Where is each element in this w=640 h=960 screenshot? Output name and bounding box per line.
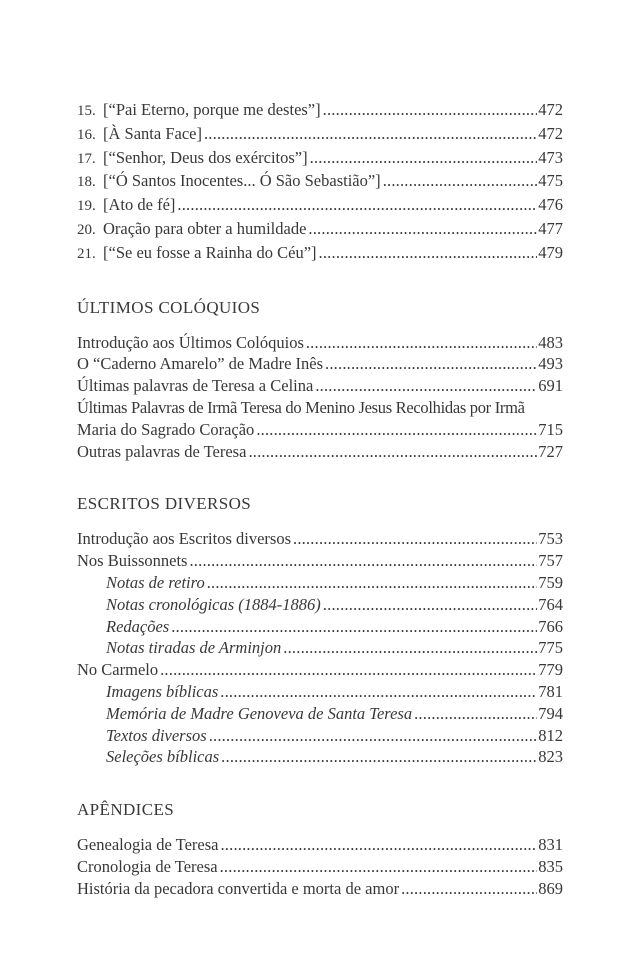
toc-entry-page: 479 xyxy=(538,242,563,262)
toc-entry-label: Outras palavras de Teresa xyxy=(77,441,247,461)
toc-entry xyxy=(77,616,563,638)
toc-entry-label: [“Pai Eterno, porque me destes”] xyxy=(103,100,321,119)
section-heading: ÚLTIMOS COLÓQUIOS xyxy=(77,297,261,317)
toc-entry-label: Cronologia de Teresa xyxy=(77,856,218,876)
toc-entry-page: 477 xyxy=(538,218,563,238)
section-entries-list xyxy=(77,332,563,463)
toc-entry xyxy=(77,550,563,572)
toc-entry xyxy=(77,746,563,768)
dot-leader xyxy=(321,99,538,121)
dot-leader xyxy=(281,637,537,659)
toc-entry-page: 472 xyxy=(538,123,563,143)
toc-entry-page: 812 xyxy=(538,725,563,745)
toc-entry xyxy=(77,681,563,703)
toc-entry-label: Redações xyxy=(106,616,170,636)
section-entries-list xyxy=(77,834,563,899)
table-of-contents xyxy=(77,99,563,900)
toc-entry-label: No Carmelo xyxy=(77,660,159,680)
dot-leader xyxy=(187,550,537,572)
toc-entry-label: Notas de retiro xyxy=(106,572,205,592)
toc-entry-number: 21. xyxy=(77,245,96,262)
toc-entry-label: Textos diversos xyxy=(106,725,207,745)
dot-leader xyxy=(246,441,537,463)
toc-entry-number: 18. xyxy=(77,174,96,191)
toc-entry-page: 764 xyxy=(538,594,563,614)
toc-entry xyxy=(77,419,563,441)
dot-leader xyxy=(207,725,538,747)
toc-entry-number: 17. xyxy=(77,150,96,167)
dot-leader xyxy=(219,746,537,768)
toc-entry-page: 473 xyxy=(538,147,563,167)
toc-entry xyxy=(77,878,563,900)
dot-leader xyxy=(218,681,537,703)
toc-entry-page: 691 xyxy=(538,376,563,396)
toc-entry-label: Imagens bíblicas xyxy=(106,681,219,701)
toc-entry xyxy=(77,242,563,266)
toc-entry xyxy=(77,194,563,218)
toc-entry-page: 794 xyxy=(538,703,563,723)
toc-entry-page: 475 xyxy=(538,171,563,191)
toc-entry xyxy=(77,147,563,171)
toc-entry-label: Genealogia de Teresa xyxy=(77,835,219,855)
toc-entry-label: [“Senhor, Deus dos exércitos”] xyxy=(103,147,308,167)
toc-entry-label: [“Se eu fosse a Rainha do Céu”] xyxy=(103,242,317,262)
toc-entry-label: Maria do Sagrado Coração xyxy=(77,419,255,439)
toc-entry-page: 753 xyxy=(538,529,563,549)
section-heading: ESCRITOS DIVERSOS xyxy=(77,494,252,514)
toc-entry-label: [Ato de fé] xyxy=(103,195,176,215)
toc-entry-label: Notas cronológicas (1884-1886) xyxy=(106,594,321,614)
toc-entry-page: 476 xyxy=(538,195,563,215)
toc-entry-label: Seleções bíblicas xyxy=(106,747,220,767)
dot-leader xyxy=(205,572,538,594)
section-entries-list xyxy=(77,528,563,768)
dot-leader xyxy=(304,332,537,354)
toc-entry xyxy=(77,834,563,856)
toc-entry-label: Introdução aos Últimos Colóquios xyxy=(77,332,304,352)
dot-leader xyxy=(218,834,537,856)
toc-entry-page: 775 xyxy=(538,638,563,658)
dot-leader xyxy=(169,616,537,638)
toc-entry-page: 759 xyxy=(538,572,563,592)
toc-entry-label: Introdução aos Escritos diversos xyxy=(77,529,291,549)
toc-entry xyxy=(77,170,563,194)
toc-entry-label: [“Ó Santos Inocentes... Ó São Sebastião”] xyxy=(103,171,381,191)
toc-entry xyxy=(77,637,563,659)
dot-leader xyxy=(381,170,538,192)
toc-entry xyxy=(77,332,563,354)
section-heading: APÊNDICES xyxy=(77,800,175,820)
dot-leader xyxy=(323,353,537,375)
toc-entry xyxy=(77,397,563,419)
dot-leader xyxy=(412,703,537,725)
toc-entry xyxy=(77,856,563,878)
toc-entry-label: Oração para obter a humildade xyxy=(103,218,307,238)
toc-entry xyxy=(77,725,563,747)
dot-leader xyxy=(291,528,537,550)
toc-entry xyxy=(77,528,563,550)
toc-entry-label: Últimas Palavras de Irmã Teresa do Menino Jesus Recolhidas por Irmã xyxy=(77,397,525,417)
toc-entry-page: 869 xyxy=(538,878,563,898)
dot-leader xyxy=(175,194,537,216)
toc-entry-label: Nos Buissonnets xyxy=(77,551,188,571)
toc-entry-label: História da pecadora convertida e morta de amor xyxy=(77,878,400,898)
toc-entry-page: 779 xyxy=(538,660,563,680)
toc-entry xyxy=(77,659,563,681)
dot-leader xyxy=(317,242,538,264)
toc-entry-number: 16. xyxy=(77,126,96,143)
toc-entry-page: 727 xyxy=(538,441,563,461)
numbered-entries-list xyxy=(77,99,563,266)
dot-leader xyxy=(158,659,537,681)
dot-leader xyxy=(321,594,537,616)
toc-entry-number: 20. xyxy=(77,221,96,238)
toc-entry-page: 781 xyxy=(538,681,563,701)
dot-leader xyxy=(202,123,537,145)
toc-entry-label: Notas tiradas de Arminjon xyxy=(106,638,282,658)
toc-entry xyxy=(77,99,563,123)
dot-leader xyxy=(313,375,537,397)
toc-entry xyxy=(77,703,563,725)
toc-entry-page: 823 xyxy=(538,747,563,767)
dot-leader xyxy=(254,419,537,441)
toc-entry-number: 19. xyxy=(77,198,96,215)
toc-entry-page: 715 xyxy=(538,419,563,439)
toc-entry xyxy=(77,218,563,242)
dot-leader xyxy=(399,878,537,900)
toc-entry xyxy=(77,353,563,375)
toc-entry xyxy=(77,441,563,463)
toc-entry-page: 766 xyxy=(538,616,563,636)
toc-entry-page: 757 xyxy=(538,551,563,571)
toc-entry-label: [À Santa Face] xyxy=(103,123,202,143)
toc-entry-page: 831 xyxy=(538,835,563,855)
toc-entry-label: O “Caderno Amarelo” de Madre Inês xyxy=(77,354,324,374)
dot-leader xyxy=(306,218,537,240)
dot-leader xyxy=(218,856,538,878)
toc-entry-page: 493 xyxy=(538,354,563,374)
toc-entry-page: 835 xyxy=(538,856,563,876)
toc-entry-page: 483 xyxy=(538,332,563,352)
toc-entry xyxy=(77,594,563,616)
toc-entry-number: 15. xyxy=(77,103,96,119)
toc-entry-label: Memória de Madre Genoveva de Santa Teresa xyxy=(106,703,413,723)
toc-entry-label: Últimas palavras de Teresa a Celina xyxy=(77,376,314,396)
toc-entry xyxy=(77,123,563,147)
toc-entry-page: 472 xyxy=(538,100,563,119)
toc-entry xyxy=(77,375,563,397)
dot-leader xyxy=(308,147,538,169)
toc-entry xyxy=(77,572,563,594)
